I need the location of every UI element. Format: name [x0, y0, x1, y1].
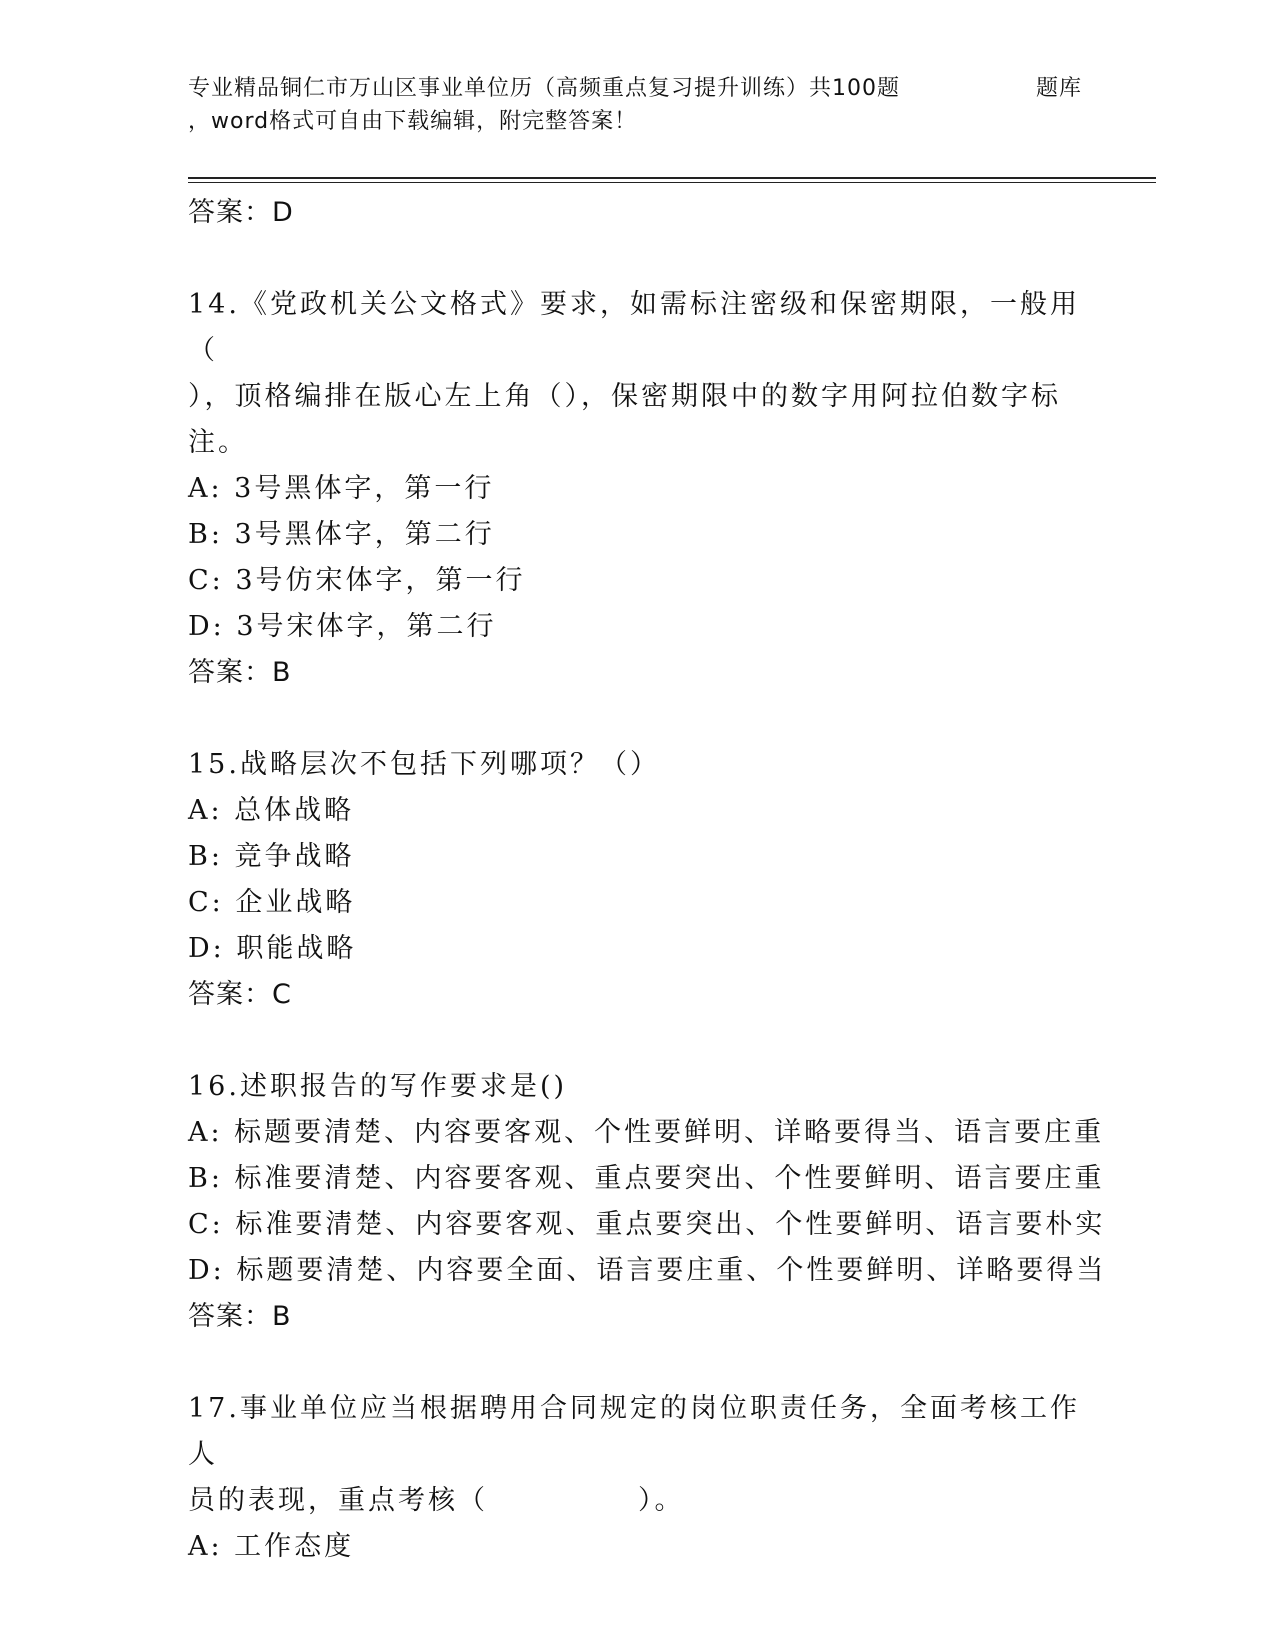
option-c: C: 标准要清楚、内容要客观、重点要突出、个性要鲜明、语言要朴实	[188, 1209, 1106, 1240]
option-d: D: 标题要清楚、内容要全面、语言要庄重、个性要鲜明、详略要得当	[188, 1255, 1107, 1286]
question-stem-line: 14.《党政机关公文格式》要求，如需标注密级和保密期限，一般用（	[188, 289, 1080, 366]
question-stem-line: ），顶格编排在版心左上角（），保密期限中的数字用阿拉伯数字标	[188, 381, 1061, 412]
option-a: A: 标题要清楚、内容要客观、个性要鲜明、详略要得当、语言要庄重	[188, 1117, 1105, 1148]
question-block	[188, 742, 1088, 1018]
answer-line: 答案：C	[188, 979, 292, 1010]
header-divider-thin	[188, 182, 1156, 183]
header-divider	[188, 177, 1156, 179]
answer-line: 答案：D	[188, 197, 294, 228]
question-stem-line: 16.述职报告的写作要求是()	[188, 1071, 568, 1102]
question-block	[188, 282, 1088, 696]
option-b: B: 标准要清楚、内容要客观、重点要突出、个性要鲜明、语言要庄重	[188, 1163, 1105, 1194]
spacer	[188, 1340, 1088, 1386]
spacer	[188, 1018, 1088, 1064]
document-body	[188, 190, 1107, 1570]
question-block	[188, 1386, 1088, 1570]
spacer	[188, 236, 1088, 282]
question-stem-line: 17.事业单位应当根据聘用合同规定的岗位职责任务，全面考核工作人	[188, 1393, 1080, 1470]
option-c: C: 3号仿宋体字，第一行	[188, 565, 526, 596]
answer-line: 答案：B	[188, 657, 292, 688]
header-title-suffix: 题库	[1036, 76, 1083, 101]
answer-line: 答案：B	[188, 1301, 292, 1332]
page-header	[188, 72, 1088, 138]
option-b: B: 竞争战略	[188, 841, 355, 872]
question-stem-line: 注。	[188, 427, 248, 458]
question-stem-line: 15.战略层次不包括下列哪项？（）	[188, 749, 660, 780]
spacer	[188, 696, 1088, 742]
option-c: C: 企业战略	[188, 887, 356, 918]
option-d: D: 职能战略	[188, 933, 357, 964]
header-subtitle: ，word格式可自由下载编辑，附完整答案！	[188, 109, 638, 134]
option-d: D: 3号宋体字，第二行	[188, 611, 497, 642]
option-b: B: 3号黑体字，第二行	[188, 519, 495, 550]
question-stem-line: 员的表现，重点考核（ ）。	[188, 1485, 685, 1516]
question-block	[188, 1064, 1107, 1340]
header-title: 专业精品铜仁市万山区事业单位历（高频重点复习提升训练）共100题	[188, 76, 900, 101]
option-a: A: 3号黑体字，第一行	[188, 473, 495, 504]
option-a: A: 工作态度	[188, 1531, 355, 1562]
option-a: A: 总体战略	[188, 795, 355, 826]
